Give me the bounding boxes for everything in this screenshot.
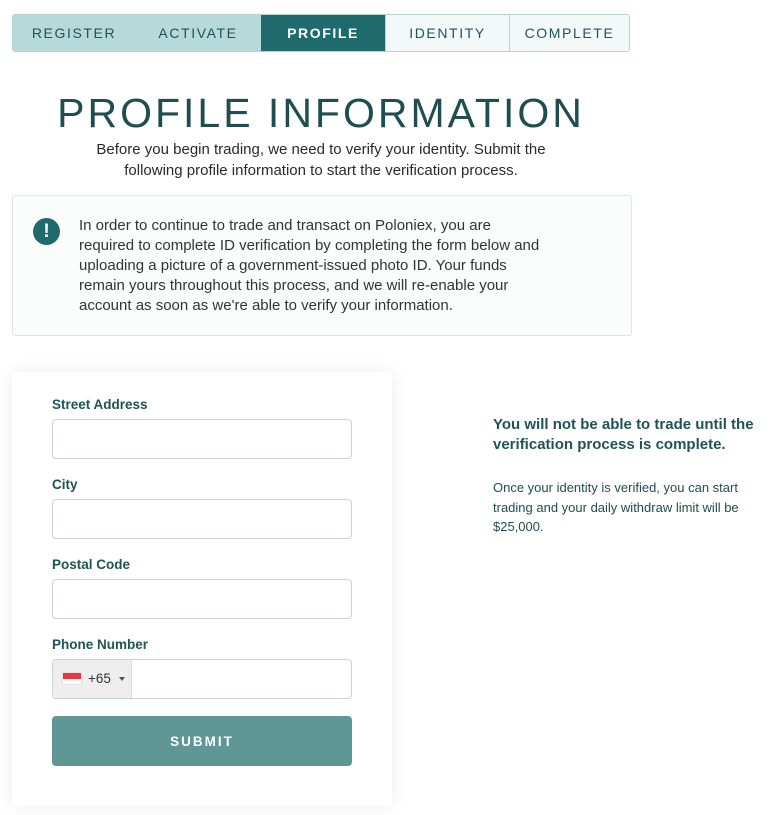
notice-text xyxy=(79,216,599,316)
notice-line-4: remain yours throughout this process, and we will re-enable your xyxy=(79,277,509,294)
step-identity[interactable] xyxy=(385,15,509,51)
postal-code-input[interactable] xyxy=(52,579,352,619)
step-complete[interactable] xyxy=(509,15,629,51)
page-subtitle xyxy=(12,139,630,181)
country-code-dropdown[interactable] xyxy=(53,660,132,698)
page-title: PROFILE INFORMATION xyxy=(57,90,585,136)
step-identity-label: IDENTITY xyxy=(409,25,486,41)
phone-number-field xyxy=(52,659,352,699)
exclamation-icon: ! xyxy=(33,218,60,245)
street-address-input[interactable] xyxy=(52,419,352,459)
notice-line-1: In order to continue to trade and transact on Poloniex, you are xyxy=(79,217,491,234)
postal-code-label: Postal Code xyxy=(52,557,131,572)
trade-restriction-heading xyxy=(493,415,776,455)
side-text-line-1: Once your identity is verified, you can start xyxy=(493,480,738,495)
street-address-label: Street Address xyxy=(52,397,148,412)
submit-button[interactable]: SUBMIT xyxy=(52,716,352,766)
step-register-label: REGISTER xyxy=(31,25,117,41)
subtitle-line-2: following profile information to start the verification process. xyxy=(124,162,518,179)
singapore-flag-icon xyxy=(62,672,82,685)
phone-number-label: Phone Number xyxy=(52,637,149,652)
step-complete-label: COMPLETE xyxy=(524,25,615,41)
side-heading-line-1: You will not be able to trade until the xyxy=(493,416,754,433)
step-register[interactable] xyxy=(13,15,135,51)
notice-line-5: account as soon as we're able to verify your information. xyxy=(79,297,453,314)
profile-form xyxy=(12,372,392,806)
verification-notice xyxy=(12,195,632,336)
step-activate-label: ACTIVATE xyxy=(158,25,238,41)
subtitle-line-1: Before you begin trading, we need to verify your identity. Submit the xyxy=(96,141,546,158)
step-profile-label: PROFILE xyxy=(287,25,359,41)
step-profile[interactable] xyxy=(261,15,385,51)
notice-line-3: uploading a picture of a government-issued photo ID. Your funds xyxy=(79,257,507,274)
side-text-line-3: $25,000. xyxy=(493,519,544,534)
withdraw-limit-text xyxy=(493,478,768,537)
progress-steps xyxy=(12,14,630,52)
chevron-down-icon xyxy=(119,677,125,681)
step-activate[interactable] xyxy=(135,15,261,51)
city-label: City xyxy=(52,477,78,492)
city-input[interactable] xyxy=(52,499,352,539)
phone-number-input[interactable] xyxy=(132,660,351,698)
dial-code: +65 xyxy=(88,671,111,686)
notice-line-2: required to complete ID verification by completing the form below and xyxy=(79,237,540,254)
side-heading-line-2: verification process is complete. xyxy=(493,436,726,453)
side-text-line-2: trading and your daily withdraw limit will be xyxy=(493,499,739,515)
